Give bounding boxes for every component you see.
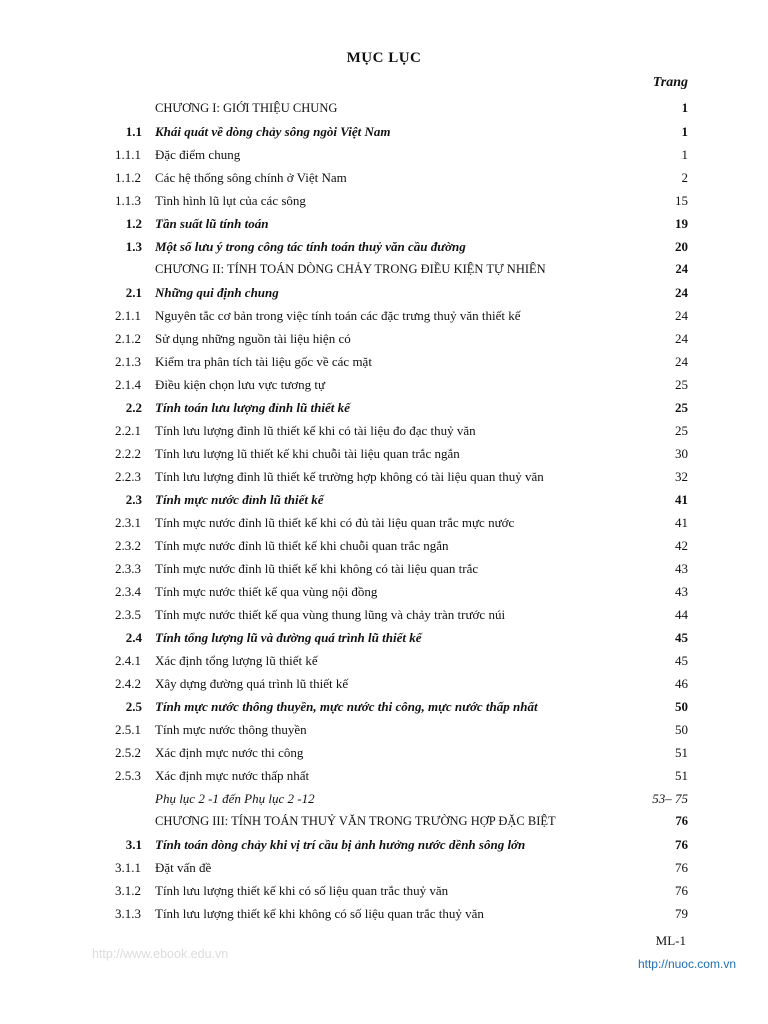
toc-page-number: 24 bbox=[675, 331, 688, 346]
toc-number: 1.2 bbox=[125, 216, 142, 231]
toc-label: Tính mực nước đỉnh lũ thiết kế khi chuỗi quan trắc ngắn bbox=[155, 538, 449, 553]
toc-label: Đặc điểm chung bbox=[155, 147, 241, 162]
footer-page-label: ML-1 bbox=[655, 933, 686, 948]
toc-label: Kiểm tra phân tích tài liệu gốc về các mặt bbox=[155, 354, 372, 369]
toc-entry-section[interactable] bbox=[0, 235, 768, 258]
toc-entry-section[interactable] bbox=[0, 120, 768, 143]
toc-page-number: 1 bbox=[681, 147, 688, 162]
toc-entry-appendix[interactable] bbox=[0, 787, 768, 810]
toc-entry-chapter[interactable] bbox=[0, 810, 768, 833]
watermark-left[interactable]: http://www.ebook.edu.vn bbox=[92, 947, 229, 961]
toc-label: Xác định mực nước thi công bbox=[155, 745, 304, 760]
toc-label: Tính lưu lượng thiết kế khi không có số liệu quan trắc thuỷ văn bbox=[155, 906, 484, 921]
toc-page-number: 1 bbox=[681, 101, 688, 115]
toc-page-number: 42 bbox=[675, 538, 688, 553]
toc-label: Một số lưu ý trong công tác tính toán thuỷ văn cầu đường bbox=[155, 239, 466, 254]
toc-entry-sub[interactable] bbox=[0, 304, 768, 327]
toc-number: 1.3 bbox=[125, 239, 142, 254]
toc-page-number: 43 bbox=[675, 561, 688, 576]
toc-entry-section[interactable] bbox=[0, 488, 768, 511]
toc-label: Tính mực nước thiết kế qua vùng thung lũng và chảy tràn trước núi bbox=[155, 607, 506, 622]
toc-label: Xác định mực nước thấp nhất bbox=[155, 768, 310, 783]
toc-number: 2.4.2 bbox=[115, 676, 141, 691]
toc-number: 2.5.3 bbox=[115, 768, 141, 783]
toc-entry-sub[interactable] bbox=[0, 143, 768, 166]
toc-number: 2.2 bbox=[125, 400, 142, 415]
toc-number: 2.3.3 bbox=[115, 561, 141, 576]
toc-page-number: 24 bbox=[675, 308, 688, 323]
toc-page-number: 50 bbox=[675, 722, 688, 737]
toc-label: Những qui định chung bbox=[155, 285, 279, 300]
toc-number: 2.4 bbox=[125, 630, 142, 645]
toc-label: Tần suất lũ tính toán bbox=[155, 216, 269, 231]
toc-label: Tính lưu lượng đỉnh lũ thiết kế khi có tài liệu đo đạc thuỷ văn bbox=[155, 423, 476, 438]
toc-entry-sub[interactable] bbox=[0, 166, 768, 189]
toc-page-number: 41 bbox=[675, 492, 688, 507]
toc-label: Tính mực nước đỉnh lũ thiết kế bbox=[155, 492, 324, 507]
toc-number: 2.1 bbox=[125, 285, 142, 300]
toc-number: 2.1.2 bbox=[115, 331, 141, 346]
toc-number: 2.3.2 bbox=[115, 538, 141, 553]
toc-number: 3.1.2 bbox=[115, 883, 141, 898]
toc-label: Tính mực nước thông thuyền, mực nước thi công, mực nước thấp nhất bbox=[155, 699, 538, 714]
toc-entry-section[interactable] bbox=[0, 626, 768, 649]
toc-entry-sub[interactable] bbox=[0, 902, 768, 925]
toc-page-number: 53– 75 bbox=[652, 791, 688, 806]
toc-entry-sub[interactable] bbox=[0, 442, 768, 465]
page-title: MỤC LỤC bbox=[346, 50, 422, 66]
toc-entry-sub[interactable] bbox=[0, 327, 768, 350]
toc-page-number: 50 bbox=[675, 699, 688, 714]
toc-entry-sub[interactable] bbox=[0, 856, 768, 879]
toc-label: CHƯƠNG II: TÍNH TOÁN DÒNG CHẢY TRONG ĐIỀU KIỆN TỰ NHIÊN bbox=[155, 262, 546, 276]
toc-label: Phụ lục 2 -1 đến Phụ lục 2 -12 bbox=[155, 791, 315, 806]
toc-page-number: 76 bbox=[675, 814, 688, 828]
toc-label: Khái quát về dòng chảy sông ngòi Việt Nam bbox=[155, 124, 391, 139]
toc-entry-sub[interactable] bbox=[0, 373, 768, 396]
toc-entry-sub[interactable] bbox=[0, 580, 768, 603]
toc-label: Tình hình lũ lụt của các sông bbox=[155, 193, 306, 208]
toc-page-number: 41 bbox=[675, 515, 688, 530]
toc-number: 1.1 bbox=[125, 124, 142, 139]
toc-page-number: 51 bbox=[675, 745, 688, 760]
toc-page-number: 76 bbox=[675, 860, 688, 875]
toc-entry-sub[interactable] bbox=[0, 465, 768, 488]
toc-entry-sub[interactable] bbox=[0, 350, 768, 373]
toc-number: 2.5.1 bbox=[115, 722, 141, 737]
toc-page-number: 76 bbox=[675, 837, 688, 852]
toc-page-number: 25 bbox=[675, 377, 688, 392]
toc-entry-chapter[interactable] bbox=[0, 258, 768, 281]
toc-entry-sub[interactable] bbox=[0, 557, 768, 580]
toc-page-number: 24 bbox=[675, 354, 688, 369]
toc-entry-section[interactable] bbox=[0, 695, 768, 718]
toc-number: 1.1.3 bbox=[115, 193, 141, 208]
toc-label: CHƯƠNG I: GIỚI THIỆU CHUNG bbox=[155, 101, 338, 115]
toc-entry-section[interactable] bbox=[0, 396, 768, 419]
toc-entry-sub[interactable] bbox=[0, 718, 768, 741]
toc-entry-section[interactable] bbox=[0, 281, 768, 304]
toc-page-number: 30 bbox=[675, 446, 688, 461]
toc-entry-sub[interactable] bbox=[0, 879, 768, 902]
toc-label: Đặt vấn đề bbox=[155, 860, 212, 875]
toc-number: 2.5 bbox=[125, 699, 142, 714]
toc-number: 3.1.3 bbox=[115, 906, 141, 921]
toc-number: 2.2.2 bbox=[115, 446, 141, 461]
toc-label: Tính toán lưu lượng đỉnh lũ thiết kế bbox=[155, 400, 350, 415]
toc-label: Điều kiện chọn lưu vực tương tự bbox=[155, 377, 326, 392]
toc-page-number: 19 bbox=[675, 216, 688, 231]
toc-number: 1.1.2 bbox=[115, 170, 141, 185]
toc-page-number: 76 bbox=[675, 883, 688, 898]
page-column-header: Trang bbox=[652, 75, 688, 90]
toc-page-number: 51 bbox=[675, 768, 688, 783]
toc-page-number: 32 bbox=[675, 469, 688, 484]
toc-label: Các hệ thống sông chính ở Việt Nam bbox=[155, 170, 347, 185]
toc-number: 2.3.1 bbox=[115, 515, 141, 530]
toc-page-number: 25 bbox=[675, 400, 688, 415]
toc-entry-sub[interactable] bbox=[0, 764, 768, 787]
toc-page-number: 45 bbox=[675, 630, 688, 645]
toc-page-number: 44 bbox=[675, 607, 688, 622]
watermark-right[interactable]: http://nuoc.com.vn bbox=[637, 957, 736, 971]
toc-page-number: 25 bbox=[675, 423, 688, 438]
toc-label: Tính mực nước thông thuyền bbox=[155, 722, 307, 737]
toc-number: 2.3 bbox=[125, 492, 142, 507]
toc-number: 2.3.5 bbox=[115, 607, 141, 622]
toc-number: 2.5.2 bbox=[115, 745, 141, 760]
toc-entry-section[interactable] bbox=[0, 212, 768, 235]
toc-page-number: 79 bbox=[675, 906, 688, 921]
toc-number: 3.1 bbox=[125, 837, 142, 852]
toc-label: Tính mực nước thiết kế qua vùng nội đồng bbox=[155, 584, 378, 599]
toc-entry-sub[interactable] bbox=[0, 672, 768, 695]
toc-label: Xác định tổng lượng lũ thiết kế bbox=[155, 653, 318, 668]
toc-label: Tính lưu lượng đỉnh lũ thiết kế trường hợp không có tài liệu quan thuỷ văn bbox=[155, 469, 544, 484]
toc-page-number: 46 bbox=[675, 676, 688, 691]
toc-page-number: 1 bbox=[681, 124, 688, 139]
toc-page-number: 24 bbox=[675, 285, 688, 300]
toc-entry-sub[interactable] bbox=[0, 649, 768, 672]
toc-label: Tính tổng lượng lũ và đường quá trình lũ thiết kế bbox=[155, 630, 422, 645]
toc-label: Sử dụng những nguồn tài liệu hiện có bbox=[155, 331, 351, 346]
toc-number: 2.1.3 bbox=[115, 354, 141, 369]
toc-number: 2.2.1 bbox=[115, 423, 141, 438]
toc-number: 2.3.4 bbox=[115, 584, 141, 599]
toc-page-number: 15 bbox=[675, 193, 688, 208]
toc-label: Nguyên tắc cơ bản trong việc tính toán các đặc trưng thuỷ văn thiết kế bbox=[155, 308, 521, 323]
toc-page-number: 20 bbox=[675, 239, 688, 254]
toc-entry-sub[interactable] bbox=[0, 419, 768, 442]
toc-number: 1.1.1 bbox=[115, 147, 141, 162]
toc-number: 2.1.4 bbox=[115, 377, 141, 392]
table-of-contents bbox=[0, 97, 768, 925]
toc-page-number: 2 bbox=[681, 170, 688, 185]
toc-entry-sub[interactable] bbox=[0, 511, 768, 534]
toc-number: 2.4.1 bbox=[115, 653, 141, 668]
toc-page-number: 24 bbox=[675, 262, 688, 276]
toc-page-number: 43 bbox=[675, 584, 688, 599]
toc-entry-sub[interactable] bbox=[0, 741, 768, 764]
toc-number: 3.1.1 bbox=[115, 860, 141, 875]
toc-entry-sub[interactable] bbox=[0, 189, 768, 212]
toc-label: Xây dựng đường quá trình lũ thiết kế bbox=[155, 676, 349, 691]
toc-entry-section[interactable] bbox=[0, 833, 768, 856]
toc-label: Tính lưu lượng lũ thiết kế khi chuỗi tài liệu quan trắc ngắn bbox=[155, 446, 460, 461]
toc-number: 2.1.1 bbox=[115, 308, 141, 323]
toc-label: Tính lưu lượng thiết kế khi có số liệu quan trắc thuỷ văn bbox=[155, 883, 449, 898]
toc-entry-sub[interactable] bbox=[0, 603, 768, 626]
toc-label: Tính mực nước đỉnh lũ thiết kế khi có đủ tài liệu quan trắc mực nước bbox=[155, 515, 515, 530]
toc-entry-chapter[interactable] bbox=[0, 97, 768, 120]
toc-page-number: 45 bbox=[675, 653, 688, 668]
toc-number: 2.2.3 bbox=[115, 469, 141, 484]
toc-label: Tính toán dòng chảy khi vị trí cầu bị ảnh hưởng nước dềnh sông lớn bbox=[155, 837, 526, 852]
toc-label: Tính mực nước đỉnh lũ thiết kế khi không có tài liệu quan trắc bbox=[155, 561, 479, 576]
toc-label: CHƯƠNG III: TÍNH TOÁN THUỶ VĂN TRONG TRƯỜNG HỢP ĐẶC BIỆT bbox=[155, 814, 556, 828]
toc-entry-sub[interactable] bbox=[0, 534, 768, 557]
